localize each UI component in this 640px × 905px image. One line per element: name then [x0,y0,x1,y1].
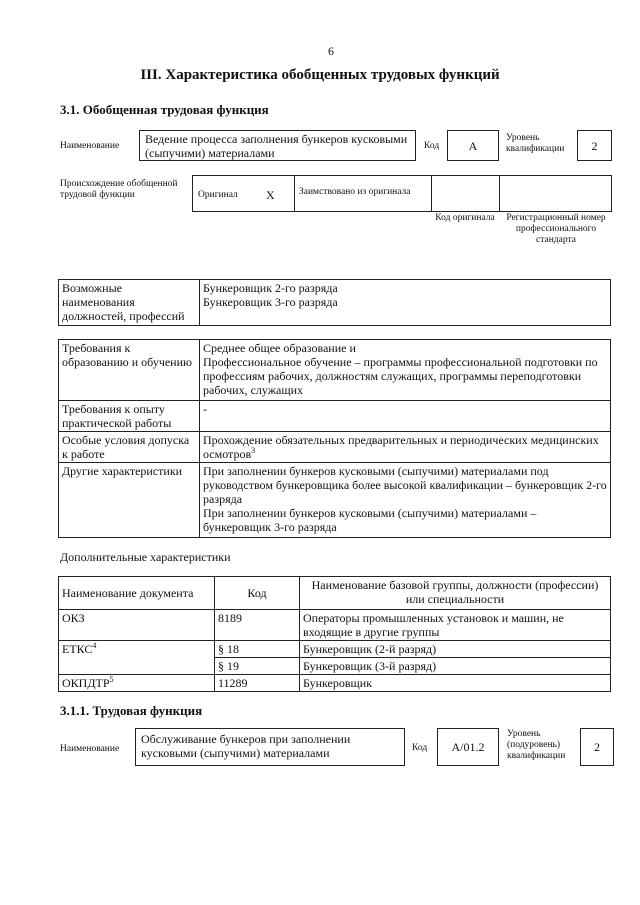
requirements-table [58,339,611,538]
gtf-level-box [577,130,612,161]
table-row [59,610,215,641]
table-row [59,641,215,675]
header-code-text: Код [247,586,267,600]
code-text: § 19 [218,659,239,673]
req-admission-label-cell [59,432,200,463]
gtf-code-box [447,130,499,161]
origin-label: Происхождение обобщенной трудовой функции [60,179,178,200]
gtf-level-label: Уровень квалификации [506,133,565,154]
header-doc [59,577,215,610]
positions-label-cell [59,280,200,326]
req-admission-value: Прохождение обязательных предварительных и периодических медицинских осмотров [203,433,599,461]
tf-heading: 3.1.1. Трудовая функция [60,703,203,718]
header-name-text: Наименование базовой группы, должности (профессии) или специальности [311,578,599,606]
tf-code-label: Код [412,743,428,753]
reg-number-cell [499,176,611,211]
borrowed-cell [294,176,431,211]
req-experience-value: - [203,402,207,416]
name-cell [300,610,611,641]
footnote-ref: 5 [109,675,114,684]
name-cell [300,675,611,692]
req-education-value-cell [200,340,611,401]
gtf-level-value: 2 [591,139,598,153]
req-experience-label-cell [59,401,200,432]
code-cell [215,658,300,675]
gtf-name-value: Ведение процесса заполнения бункеров кусковыми (сыпучими) материалами [145,132,408,160]
req-education-line: Профессиональное обучение – программы профессиональной подготовки по профессиям рабочих, должностям служащих, программы переподготовки рабочих, служащих [203,355,598,397]
table-row [59,675,215,692]
gtf-name-label: Наименование [60,141,120,151]
name-text: Бункеровщик [303,676,373,690]
gtf-name-box [139,130,416,161]
tf-level-box [580,728,614,766]
name-text: Операторы промышленных установок и машин, не входящие в другие группы [303,611,564,639]
req-experience-value-cell [200,401,611,432]
doc-cell: ЕТКС [62,642,93,656]
req-education-line: Среднее общее образование и [203,341,356,355]
name-cell [300,658,611,675]
original-label: Оригинал [198,190,238,200]
doc-cell: ОКЗ [62,611,85,625]
code-cell [215,610,300,641]
header-code [215,577,300,610]
positions-label: Возможные наименования должностей, профессий [62,281,185,323]
tf-name-box [135,728,405,766]
footnote-ref: 4 [92,641,97,650]
tf-code-value: A/01.2 [451,740,485,754]
tf-name-label: Наименование [60,744,120,754]
borrowed-label: Заимствовано из оригинала [299,187,411,197]
code-text: § 18 [218,642,239,656]
reg-number-caption: Регистрационный номер профессионального стандарта [506,213,606,245]
code-original-caption: Код оригинала [435,213,495,223]
req-other-label-cell [59,463,200,538]
code-cell [215,675,300,692]
req-other-value-cell [200,463,611,538]
tf-code-box [437,728,499,766]
additional-heading: Дополнительные характеристики [60,550,231,564]
req-admission-value-cell [200,432,611,463]
page-number: 6 [328,44,334,58]
code-original-cell [431,176,499,211]
code-text: 11289 [218,676,248,690]
code-cell [215,641,300,658]
tf-level-value: 2 [594,740,600,754]
req-education-label-cell [59,340,200,401]
section-title: III. Характеристика обобщенных трудовых функций [140,67,500,83]
origin-table [192,175,612,212]
name-cell [300,641,611,658]
footnote-ref: 3 [251,446,256,455]
name-text: Бункеровщик (3-й разряд) [303,659,437,673]
gtf-code-label: Код [424,141,440,151]
req-admission-label: Особые условия допуска к работе [62,433,190,461]
position-item: Бункеровщик 2-го разряда [203,281,338,295]
header-name [300,577,611,610]
header-doc-text: Наименование документа [62,586,194,600]
req-other-label: Другие характеристики [62,464,183,478]
name-text: Бункеровщик (2-й разряд) [303,642,437,656]
tf-level-label: Уровень (подуровень) квалификации [507,729,566,761]
req-education-label: Требования к образованию и обучению [62,341,192,369]
code-text: 8189 [218,611,242,625]
doc-cell: ОКПДТР [62,676,110,690]
original-mark: X [266,188,275,202]
additional-table [58,576,611,692]
position-item: Бункеровщик 3-го разряда [203,295,338,309]
gtf-code-value: А [468,139,478,153]
req-other-line: При заполнении бункеров кусковыми (сыпучими) материалами – бункеровщик 3-го разряда [203,506,537,534]
req-experience-label: Требования к опыту практической работы [62,402,172,430]
req-other-line: При заполнении бункеров кусковыми (сыпучими) материалами под руководством бункеровщика более высокой квалификации – бункеровщик 2-го разряда [203,464,607,506]
tf-name-value: Обслуживание бункеров при заполнении кусковыми (сыпучими) материалами [141,732,351,760]
positions-values-cell [200,280,611,326]
positions-table [58,279,611,326]
gtf-heading: 3.1. Обобщенная трудовая функция [60,102,269,117]
